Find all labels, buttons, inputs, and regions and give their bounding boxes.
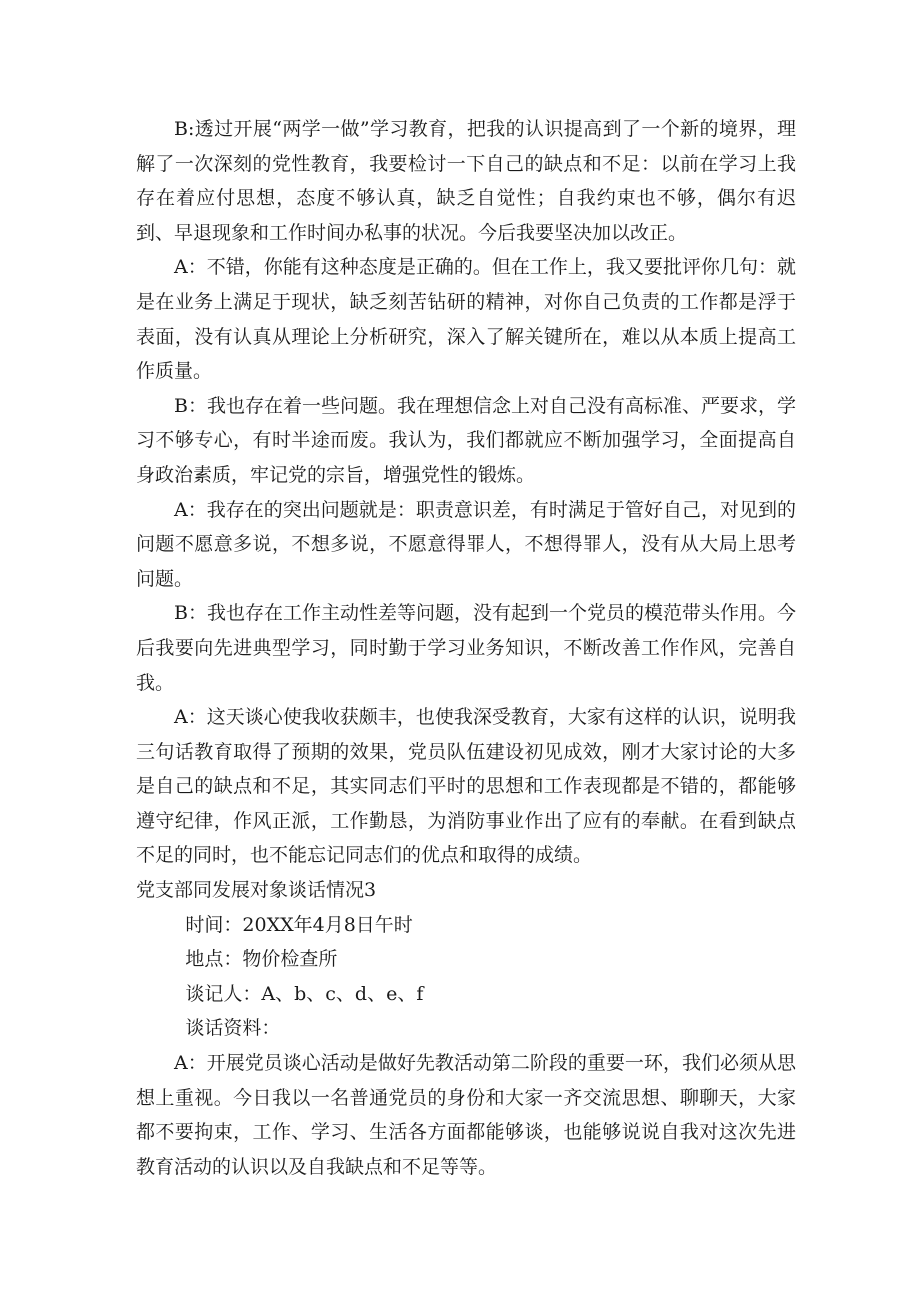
- dialogue-paragraph-1: B:透过开展“两学一做”学习教育，把我的认识提高到了一个新的境界，理解了一次深刻的党性教育，我要检讨一下自己的缺点和不足：以前在学习上我存在着应付思想，态度不够认真，缺乏自觉性；自我约束也不够，偶尔有迟到、早退现象和工作时间办私事的状况。今后我要坚决加以改正。: [136, 118, 796, 244]
- dialogue-paragraph-5: B：我也存在工作主动性差等问题，没有起到一个党员的模范带头作用。今后我要向先进典型学习，同时勤于学习业务知识，不断改善工作作风，完善自我。: [136, 602, 796, 694]
- closing-paragraph: A：开展党员谈心活动是做好先教活动第二阶段的重要一环，我们必须从思想上重视。今日我以一名普通党员的身份和大家一齐交流思想、聊聊天，大家都不要拘束，工作、学习、生活各方面都能够谈，也能够说说自我对这次先进教育活动的认识以及自我缺点和不足等等。: [136, 1052, 796, 1178]
- dialogue-paragraph-6: A：这天谈心使我收获颇丰，也使我深受教育，大家有这样的认识，说明我三句话教育取得了预期的效果，党员队伍建设初见成效，刚才大家讨论的大多是自己的缺点和不足，其实同志们平时的思想和工作表现都是不错的，都能够遵守纪律，作风正派，工作勤恳，为消防事业作出了应有的奉献。在看到缺点不足的同时，也不能忘记同志们的优点和取得的成绩。: [136, 706, 796, 867]
- dialogue-paragraph-4: A：我存在的突出问题就是：职责意识差，有时满足于管好自己，对见到的问题不愿意多说，不想多说，不愿意得罪人，不想得罪人，没有从大局上思考问题。: [136, 498, 796, 590]
- dialogue-paragraph-3: B：我也存在着一些问题。我在理想信念上对自己没有高标准、严要求，学习不够专心，有时半途而废。我认为，我们都就应不断加强学习，全面提高自身政治素质，牢记党的宗旨，增强党性的锻炼。: [136, 394, 796, 486]
- content-label: 谈话资料：: [185, 1017, 281, 1040]
- dialogue-paragraph-2: A：不错，你能有这种态度是正确的。但在工作上，我又要批评你几句：就是在业务上满足于现状，缺乏刻苦钻研的精神，对你自己负责的工作都是浮于表面，没有认真从理论上分析研究，深入了解关键所在，难以从本质上提高工作质量。: [136, 256, 796, 383]
- meeting-participants: 谈记人：A、b、c、d、e、f: [185, 982, 424, 1005]
- document-body: [136, 112, 796, 1184]
- meeting-time: 时间：20XX年4月8日午时: [185, 913, 413, 936]
- meeting-place: 地点：物价检查所: [185, 948, 338, 971]
- section-title: 党支部同发展对象谈话情况3: [136, 879, 377, 902]
